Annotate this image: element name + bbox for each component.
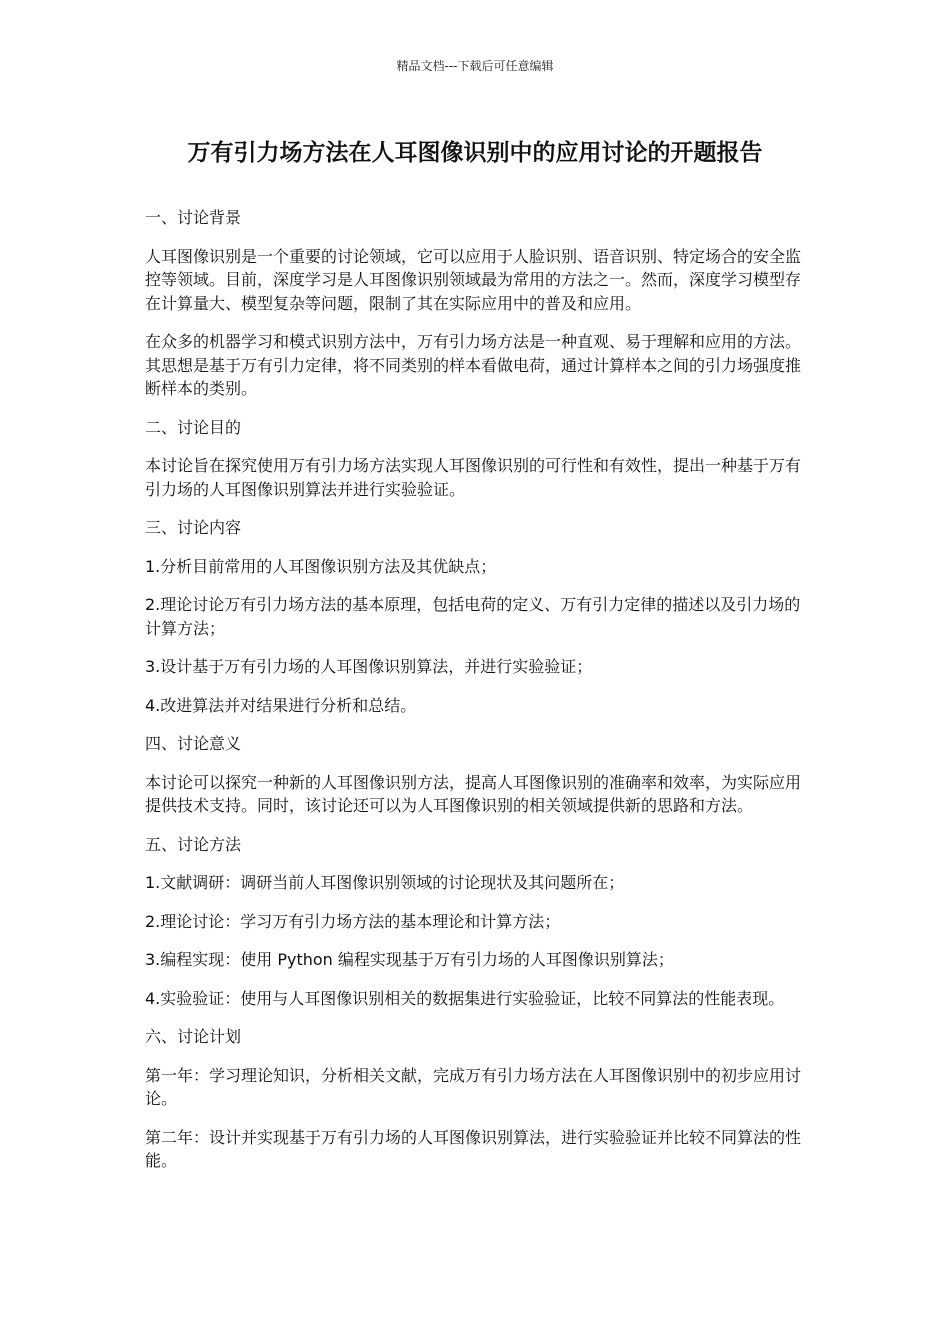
list-item: 2.理论讨论万有引力场方法的基本原理，包括电荷的定义、万有引力定律的描述以及引力场的计算方法； <box>145 595 801 638</box>
list-item: 3.设计基于万有引力场的人耳图像识别算法，并进行实验验证； <box>145 657 593 676</box>
section-heading: 四、讨论意义 <box>145 734 242 753</box>
list-item: 1.分析目前常用的人耳图像识别方法及其优缺点； <box>145 556 497 576</box>
paragraph: 第二年：设计并实现基于万有引力场的人耳图像识别算法，进行实验验证并比较不同算法的性能。 <box>145 1127 802 1170</box>
section-heading: 六、讨论计划 <box>145 1027 242 1046</box>
paragraph: 人耳图像识别是一个重要的讨论领域，它可以应用于人脸识别、语音识别、特定场合的安全监控等领域。目前，深度学习是人耳图像识别领域最为常用的方法之一。然而，深度学习模型存在计算量大、模型复杂等问题，限制了其在实际应用中的普及和应用。 <box>145 246 802 313</box>
paragraph: 在众多的机器学习和模式识别方法中，万有引力场方法是一种直观、易于理解和应用的方法。其思想是基于万有引力定律，将不同类别的样本看做电荷，通过计算样本之间的引力场强度推断样本的类别。 <box>145 332 802 398</box>
list-item: 2.理论讨论：学习万有引力场方法的基本理论和计算方法； <box>145 911 561 931</box>
paragraph: 第一年：学习理论知识，分析相关文献，完成万有引力场方法在人耳图像识别中的初步应用讨论。 <box>145 1065 802 1108</box>
section-heading: 二、讨论目的 <box>145 417 242 437</box>
list-item: 1.文献调研：调研当前人耳图像识别领域的讨论现状及其问题所在； <box>145 873 625 892</box>
list-item: 4.改进算法并对结果进行分析和总结。 <box>145 695 417 715</box>
document-title: 万有引力场方法在人耳图像识别中的应用讨论的开题报告 <box>187 140 763 166</box>
document-body <box>145 206 810 1188</box>
section-heading: 三、讨论内容 <box>145 518 242 537</box>
paragraph: 本讨论可以探究一种新的人耳图像识别方法，提高人耳图像识别的准确率和效率，为实际应用提供技术支持。同时，该讨论还可以为人耳图像识别的相关领域提供新的思路和方法。 <box>145 772 802 815</box>
section-heading: 五、讨论方法 <box>145 834 242 854</box>
list-item: 4.实验验证：使用与人耳图像识别相关的数据集进行实验验证，比较不同算法的性能表现。 <box>145 988 785 1008</box>
section-heading: 一、讨论背景 <box>145 208 242 227</box>
list-item: 3.编程实现：使用 Python 编程实现基于万有引力场的人耳图像识别算法； <box>145 950 674 969</box>
page-header-note: 精品文档---下载后可任意编辑 <box>396 59 554 73</box>
paragraph: 本讨论旨在探究使用万有引力场方法实现人耳图像识别的可行性和有效性，提出一种基于万有引力场的人耳图像识别算法并进行实验验证。 <box>145 456 802 499</box>
